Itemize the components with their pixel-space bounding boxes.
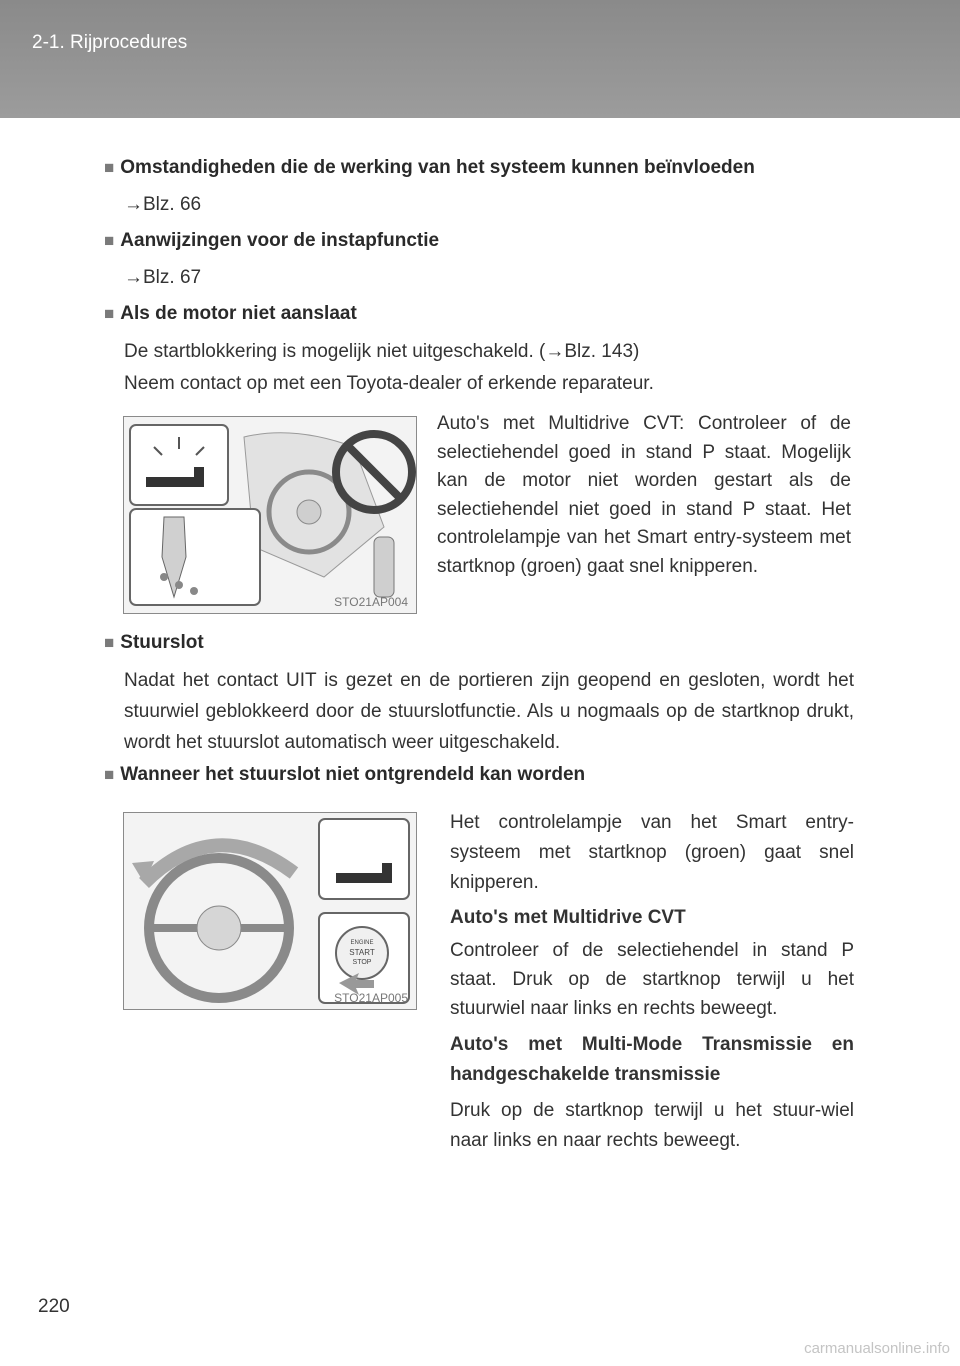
subheading-multi-mode: Auto's met Multi-Mode Transmissie en handgeschakelde transmissie — [450, 1034, 854, 1085]
square-bullet-icon: ■ — [104, 765, 115, 784]
heading-motor-niet-aanslaat: ■ Als de motor niet aanslaat — [104, 303, 357, 324]
paragraph-stuurslot: Nadat het contact UIT is gezet en de portieren zijn geopend en gesloten, wordt het stuurwiel geblokkeerd door de stuurslotfunctie. Als u nogmaals op de startknop drukt, wordt het stuurslot automatisch weer uitgeschakeld. — [124, 670, 854, 753]
button-label-start: START — [349, 948, 375, 957]
heading-stuurslot-niet-ontgrendeld: ■ Wanneer het stuurslot niet ontgrendeld kan worden — [104, 764, 586, 785]
figure2-caption-3: Druk op de startknop terwijl u het stuur-wiel naar links en naar rechts beweegt. — [450, 1100, 854, 1151]
button-label-stop: STOP — [352, 959, 372, 966]
heading-instapfunctie: ■ Aanwijzingen voor de instapfunctie — [104, 230, 440, 251]
figure-code: STO21AP005 — [334, 991, 408, 1005]
square-bullet-icon: ■ — [104, 304, 115, 323]
button-label-engine: ENGINE — [350, 940, 374, 946]
figure-code: STO21AP004 — [334, 595, 408, 609]
figure1-caption: Auto's met Multidrive CVT: Controleer of de selectiehendel goed in stand P staat. Mogelijk kan de motor niet worden gestart als de selectiehendel niet goed in stand P staat. Het controlelampje van het Smart entry-systeem met startknop (groen) gaat snel knipperen. — [437, 413, 851, 577]
paragraph-startblokkering: De startblokkering is mogelijk niet uitgeschakeld. (→Blz. 143) Neem contact op met een Toyota-dealer of erkende reparateur. — [124, 341, 654, 394]
page-reference: →Blz. 67 — [124, 267, 202, 288]
shift-lever-illustration — [124, 417, 416, 613]
square-bullet-icon: ■ — [104, 231, 115, 250]
square-bullet-icon: ■ — [104, 158, 115, 177]
square-bullet-icon: ■ — [104, 633, 115, 652]
page-reference: →Blz. 66 — [124, 194, 202, 215]
watermark: carmanualsonline.info — [804, 1340, 950, 1357]
subheading-multidrive: Auto's met Multidrive CVT — [450, 907, 686, 928]
heading-stuurslot: ■ Stuurslot — [104, 632, 204, 653]
figure-shift-lever — [123, 416, 417, 614]
figure2-caption-1: Het controlelampje van het Smart entry-systeem met startknop (groen) gaat snel knipperen. — [450, 812, 854, 893]
page-header — [0, 0, 960, 118]
heading-omstandigheden: ■ Omstandigheden die de werking van het systeem kunnen beïnvloeden — [104, 157, 755, 178]
page-number: 220 — [38, 1296, 70, 1317]
figure2-caption-2: Controleer of de selectiehendel in stand P staat. Druk op de startknop terwijl u het stuurwiel naar links en rechts beweegt. — [450, 940, 854, 1019]
figure-steering-wheel — [123, 812, 417, 1010]
section-title: 2-1. Rijprocedures — [32, 32, 188, 53]
steering-wheel-illustration — [124, 813, 416, 1009]
